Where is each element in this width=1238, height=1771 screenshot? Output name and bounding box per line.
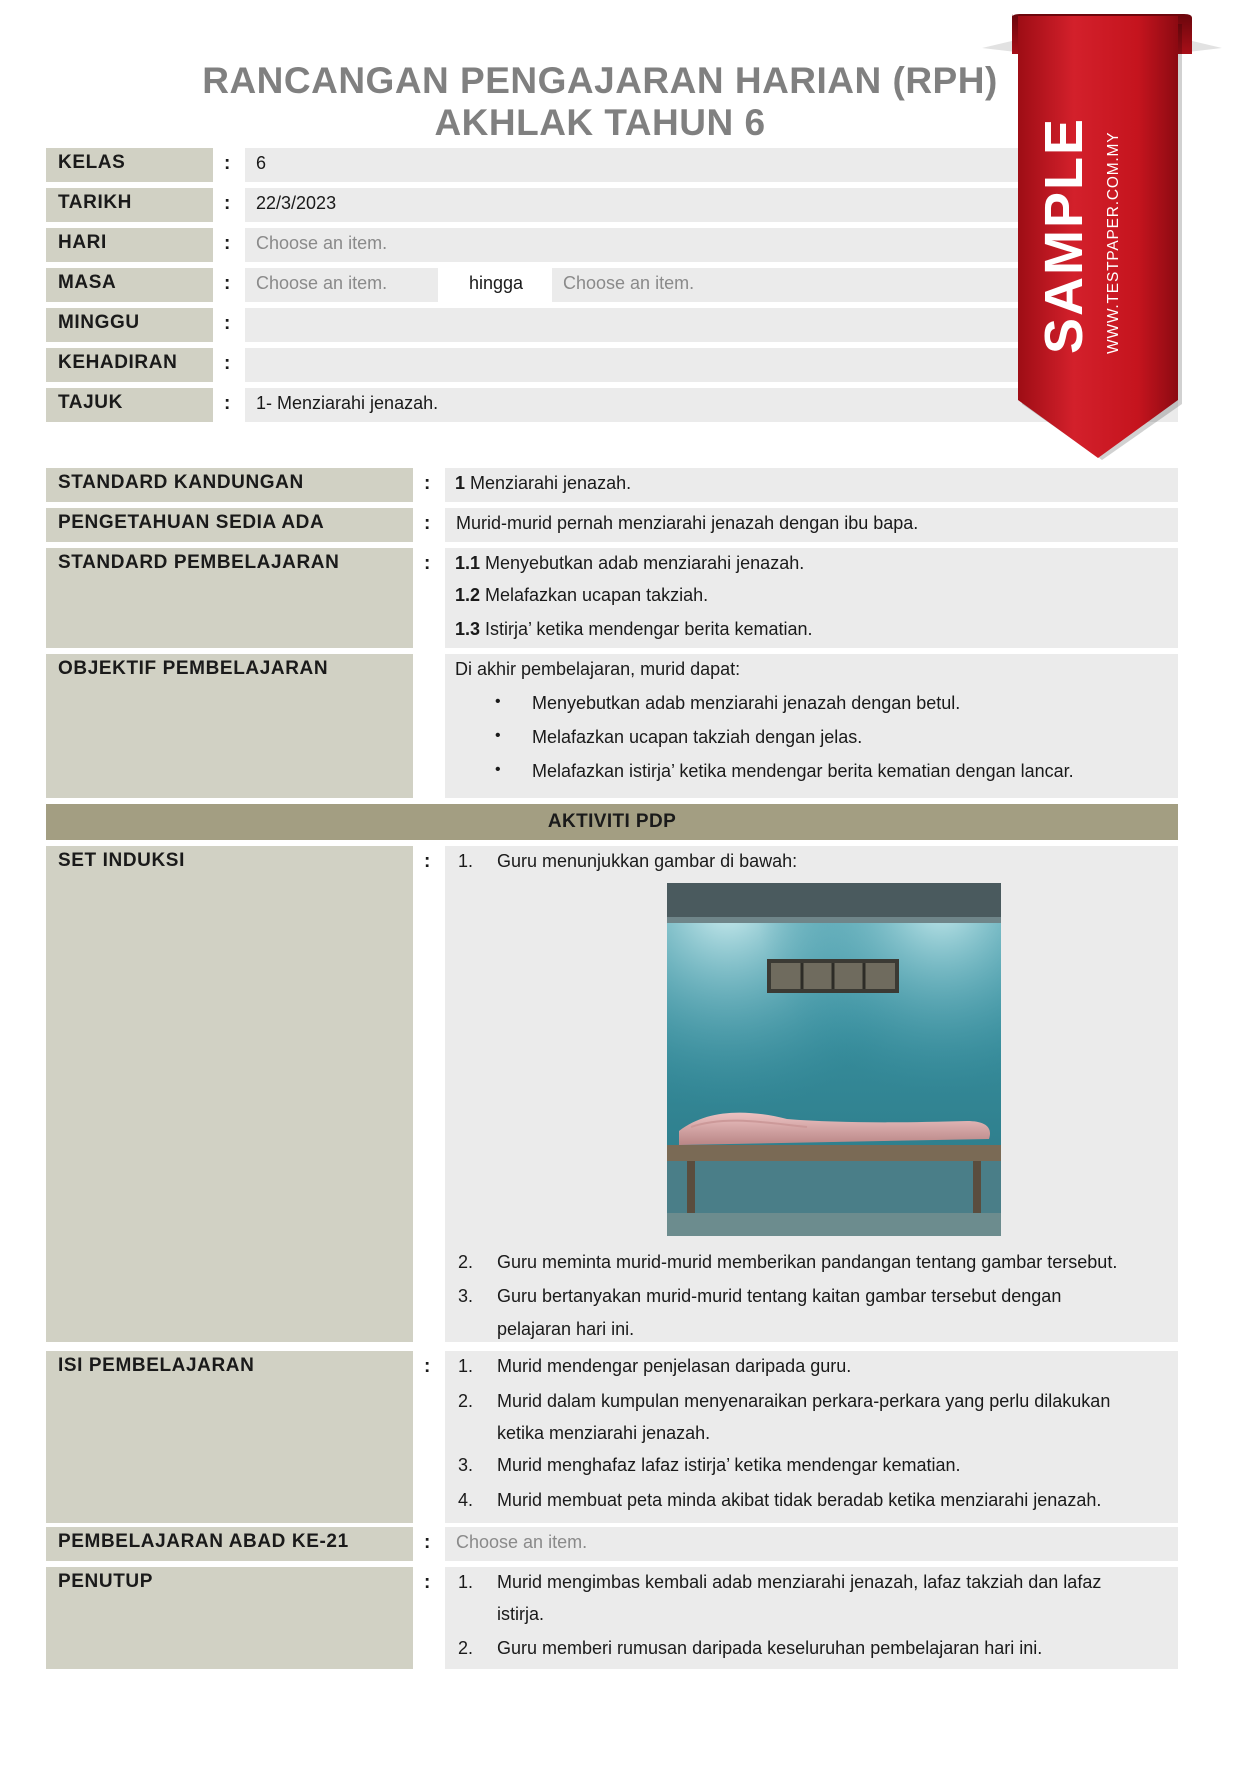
objektif-item: Melafazkan istirja’ ketika mendengar berita kematian dengan lancar. [532, 761, 1074, 781]
colon: : [224, 313, 231, 334]
step-number: 2. [458, 1638, 474, 1658]
objektif-item: Menyebutkan adab menziarahi jenazah dengan betul. [532, 693, 961, 713]
step-text: Guru menunjukkan gambar di bawah: [497, 851, 798, 871]
hari-dropdown[interactable]: Choose an item. [245, 228, 1178, 262]
field-value-kelas[interactable]: 6 [245, 148, 1178, 182]
colon: : [424, 1572, 431, 1593]
step-number: 2. [458, 1252, 474, 1272]
colon: : [224, 273, 231, 294]
bullet: • [495, 761, 501, 778]
step-number: 4. [458, 1490, 474, 1510]
pengetahuan-value: Murid-murid pernah menziarahi jenazah dengan ibu bapa. [445, 508, 1178, 542]
colon: : [424, 513, 431, 534]
sp-number: 1.3 [455, 619, 481, 639]
colon: : [424, 553, 431, 574]
sk-number: 1 [455, 473, 466, 493]
jenazah-photo [667, 883, 1001, 1236]
step-text: Guru memberi rumusan daripada keseluruhan pembelajaran hari ini. [497, 1638, 1043, 1658]
sp-number: 1.2 [455, 585, 481, 605]
aktiviti-pdp-banner: AKTIVITI PDP [46, 804, 1178, 840]
field-label-kelas: KELAS [46, 148, 213, 182]
bullet: • [495, 693, 501, 710]
masa-end-dropdown[interactable]: Choose an item. [552, 268, 1178, 302]
document-title: RANCANGAN PENGAJARAN HARIAN (RPH) [202, 60, 998, 101]
step-text: Guru meminta murid-murid memberikan pandangan tentang gambar tersebut. [497, 1252, 1118, 1272]
sp-text: Istirja’ ketika mendengar berita kematian. [485, 619, 813, 639]
field-label-tajuk: TAJUK [46, 388, 213, 422]
watermark-url: WWW.TESTPAPER.COM.MY [1105, 131, 1122, 354]
step-text: istirja. [497, 1604, 545, 1624]
colon: : [424, 1532, 431, 1553]
step-text: ketika menziarahi jenazah. [497, 1423, 711, 1443]
penutup-label: PENUTUP [46, 1567, 413, 1669]
field-label-tarikh: TARIKH [46, 188, 213, 222]
sk-text: Menziarahi jenazah. [470, 473, 632, 493]
set-induksi-label: SET INDUKSI [46, 846, 413, 1342]
bullet: • [495, 727, 501, 744]
standard-pembelajaran-value [445, 548, 1178, 648]
sp-text: Menyebutkan adab menziarahi jenazah. [485, 553, 805, 573]
step-text: Murid mengimbas kembali adab menziarahi jenazah, lafaz takziah dan lafaz [497, 1572, 1102, 1592]
masa-start-dropdown[interactable]: Choose an item. [245, 268, 438, 302]
field-label-kehadiran: KEHADIRAN [46, 348, 213, 382]
objektif-intro: Di akhir pembelajaran, murid dapat: [455, 659, 741, 679]
colon: : [224, 193, 231, 214]
standard-pembelajaran-label: STANDARD PEMBELAJARAN [46, 548, 413, 648]
colon: : [224, 233, 231, 254]
standard-kandungan-label: STANDARD KANDUNGAN [46, 468, 413, 502]
step-text: Guru bertanyakan murid-murid tentang kaitan gambar tersebut dengan [497, 1286, 1062, 1306]
sample-text: SAMPLE [1034, 116, 1094, 354]
isi-pembelajaran-label: ISI PEMBELAJARAN [46, 1351, 413, 1523]
field-label-hari: HARI [46, 228, 213, 262]
step-text: Murid membuat peta minda akibat tidak beradab ketika menziarahi jenazah. [497, 1490, 1102, 1510]
step-number: 1. [458, 851, 474, 871]
sp-text: Melafazkan ucapan takziah. [485, 585, 709, 605]
objektif-label: OBJEKTIF PEMBELAJARAN [46, 654, 413, 798]
step-text: Murid dalam kumpulan menyenaraikan perkara-perkara yang perlu dilakukan [497, 1391, 1111, 1411]
field-label-minggu: MINGGU [46, 308, 213, 342]
colon: : [224, 353, 231, 374]
hingga-label: hingga [468, 273, 524, 293]
sample-ribbon-graphic [982, 14, 1222, 474]
colon: : [224, 393, 231, 414]
step-number: 2. [458, 1391, 474, 1411]
step-number: 1. [458, 1356, 474, 1376]
field-value-tarikh[interactable]: 22/3/2023 [245, 188, 1178, 222]
step-number: 3. [458, 1455, 474, 1475]
step-text: pelajaran hari ini. [497, 1319, 635, 1339]
field-value-tajuk[interactable]: 1- Menziarahi jenazah. [245, 388, 1178, 422]
sample-ribbon-watermark [982, 14, 1222, 474]
field-label-masa: MASA [46, 268, 213, 302]
pengetahuan-label: PENGETAHUAN SEDIA ADA [46, 508, 413, 542]
colon: : [424, 851, 431, 872]
jenazah-photo-image [667, 883, 1001, 1236]
step-number: 1. [458, 1572, 474, 1592]
sp-number: 1.1 [455, 553, 481, 573]
colon: : [224, 153, 231, 174]
colon: : [424, 473, 431, 494]
abad21-label: PEMBELAJARAN ABAD KE-21 [46, 1527, 413, 1561]
isi-pembelajaran-value [445, 1351, 1178, 1523]
objektif-item: Melafazkan ucapan takziah dengan jelas. [532, 727, 863, 747]
penutup-value [445, 1567, 1178, 1669]
document-subtitle: AKHLAK TAHUN 6 [434, 102, 766, 143]
objektif-value [445, 654, 1178, 798]
abad21-dropdown[interactable]: Choose an item. [445, 1527, 1178, 1561]
step-text: Murid menghafaz lafaz istirja’ ketika mendengar kematian. [497, 1455, 961, 1475]
step-number: 3. [458, 1286, 474, 1306]
colon: : [424, 1356, 431, 1377]
step-text: Murid mendengar penjelasan daripada guru. [497, 1356, 852, 1376]
